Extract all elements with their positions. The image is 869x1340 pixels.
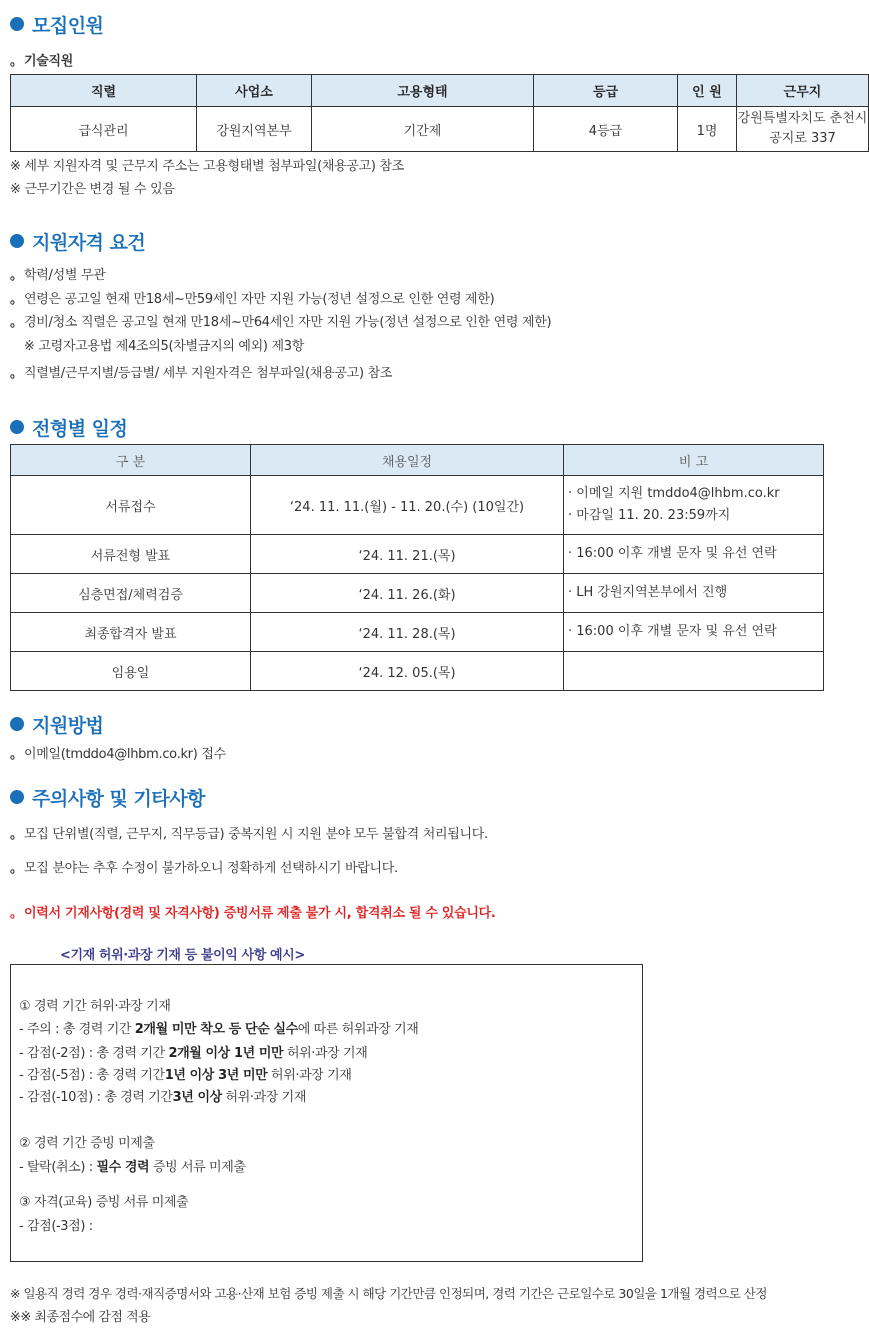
qualification-item: 。학력/성별 무관	[10, 268, 106, 283]
penalty-line: - 감점(-2점) : 총 경력 기간 2개월 이상 1년 미만 허위·과장 기재	[19, 1046, 368, 1061]
penalty-line: - 탈락(취소) : 필수 경력 증빙 서류 미제출	[19, 1160, 246, 1175]
bullet-dot-icon	[10, 234, 24, 248]
penalty-section: ② 경력 기간 증빙 미제출	[19, 1136, 155, 1151]
section-schedule-title: 전형별 일정	[10, 415, 127, 439]
qualification-item: 。연령은 공고일 현재 만18세~만59세인 자만 지원 가능(정년 설정으로 인한 연령 제한)	[10, 292, 495, 307]
table-row: 서류접수 ‘24. 11. 11.(월) - 11. 20.(수) (10일간) · 이메일 지원 tmddo4@lhbm.co.kr · 마감일 11. 20. 23:59까지	[11, 476, 824, 535]
section-apply-title: 지원방법	[10, 712, 103, 736]
penalty-section: ① 경력 기간 허위·과장 기재	[19, 999, 171, 1014]
recruit-note: ※ 근무기간은 변경 될 수 있음	[10, 182, 175, 197]
recruit-table-header: 직렬 사업소 고용형태 등급 인 원 근무지	[11, 75, 869, 107]
table-row: 서류전형 발표 ‘24. 11. 21.(목) · 16:00 이후 개별 문자 및 유선 연락	[11, 535, 824, 574]
penalty-line: - 감점(-10점) : 총 경력 기간3년 이상 허위·과장 기재	[19, 1090, 306, 1105]
caution-item: 。모집 분야는 추후 수정이 불가하오니 정확하게 선택하시기 바랍니다.	[10, 861, 398, 876]
penalty-box	[10, 964, 643, 1262]
schedule-table	[10, 444, 824, 691]
caution-warning: 。이력서 기재사항(경력 및 자격사항) 증빙서류 제출 불가 시, 합격취소 될 수 있습니다.	[10, 906, 496, 921]
table-row: 임용일 ‘24. 12. 05.(목)	[11, 652, 824, 691]
bullet-dot-icon	[10, 790, 24, 804]
penalty-line: - 감점(-3점) :	[19, 1219, 93, 1234]
table-row: 심층면접/체력검증 ‘24. 11. 26.(화) · LH 강원지역본부에서 진행	[11, 574, 824, 613]
caution-item: 。모집 단위별(직렬, 근무지, 직무등급) 중복지원 시 지원 분야 모두 불합격 처리됩니다.	[10, 827, 488, 842]
bullet-dot-icon	[10, 717, 24, 731]
table-row: 최종합격자 발표 ‘24. 11. 28.(목) · 16:00 이후 개별 문자 및 유선 연락	[11, 613, 824, 652]
bullet-dot-icon	[10, 420, 24, 434]
penalty-section: ③ 자격(교육) 증빙 서류 미제출	[19, 1195, 189, 1210]
recruit-note: ※ 세부 지원자격 및 근무지 주소는 고용형태별 첨부파일(채용공고) 참조	[10, 159, 405, 174]
section-qualification-title: 지원자격 요건	[10, 229, 145, 253]
recruit-table	[10, 74, 869, 152]
qualification-item: 。직렬별/근무지별/등급별/ 세부 지원자격은 첨부파일(채용공고) 참조	[10, 366, 393, 381]
penalty-box-title: <기재 허위·과장 기재 등 불이익 사항 예시>	[60, 948, 305, 963]
bullet-dot-icon	[10, 17, 24, 31]
penalty-line: - 주의 : 총 경력 기간 2개월 미만 착오 등 단순 실수에 따른 허위과장 기재	[19, 1022, 419, 1037]
penalty-line: - 감점(-5점) : 총 경력 기간1년 이상 3년 미만 허위·과장 기재	[19, 1068, 352, 1083]
qualification-item: 。경비/청소 직렬은 공고일 현재 만18세~만64세인 자만 지원 가능(정년 설정으로 인한 연령 제한)	[10, 315, 552, 330]
section-recruit-title: 모집인원	[10, 12, 103, 36]
table-row: 급식관리 강원지역본부 기간제 4등급 1명 강원특별자치도 춘천시 공지로 337	[11, 107, 869, 152]
recruit-subtitle: 。기술직원	[10, 54, 74, 69]
apply-method: 。이메일(tmddo4@lhbm.co.kr) 접수	[10, 747, 226, 762]
section-caution-title: 주의사항 및 기타사항	[10, 785, 205, 809]
footer-note: ※ 일용직 경력 경우 경력·재직증명서와 고용·산재 보험 증빙 제출 시 해당 기간만큼 인정되며, 경력 기간은 근로일수로 30일을 1개월 경력으로 산정	[10, 1286, 767, 1301]
qualification-subnote: ※ 고령자고용법 제4조의5(차별금지의 예외) 제3항	[24, 339, 305, 354]
footer-note: ※※ 최종점수에 감점 적용	[10, 1310, 151, 1325]
schedule-table-header: 구 분 채용일정 비 고	[11, 445, 824, 476]
